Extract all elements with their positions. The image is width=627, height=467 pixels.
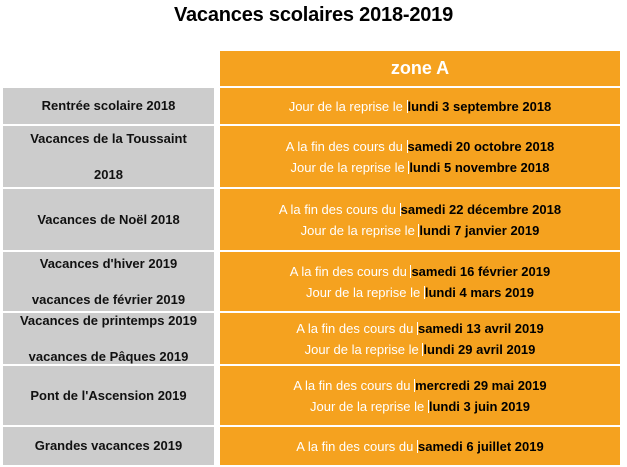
date-prefix: Jour de la reprise le [310,398,425,414]
period-label-line: vacances de Pâques 2019 [28,348,189,364]
table-row [3,364,620,425]
date-prefix: Jour de la reprise le [304,341,419,357]
period-label [3,86,214,124]
period-label-line: Vacances de printemps 2019 [19,312,198,328]
period-dates [220,250,620,311]
date-line [305,339,536,360]
page-title: Vacances scolaires 2018-2019 [173,4,454,26]
period-dates [220,187,620,250]
date-prefix: A la fin des cours du [289,263,407,279]
zone-header: zone A [220,51,620,86]
date-value: lundi 7 janvier 2019 [419,222,540,238]
date-prefix: A la fin des cours du [296,320,414,336]
period-label [3,364,214,425]
table-row [3,250,620,311]
date-line [289,96,552,117]
date-prefix: Jour de la reprise le [306,284,421,300]
date-value: lundi 3 juin 2019 [428,398,530,414]
period-label-line: Rentrée scolaire 2018 [41,98,176,113]
period-label-line: Pont de l'Ascension 2019 [30,387,187,403]
table-row [3,86,620,124]
date-value: samedi 22 décembre 2018 [400,201,562,217]
date-prefix: A la fin des cours du [296,438,414,454]
date-value: lundi 29 avril 2019 [423,341,536,357]
period-label-line: Vacances d'hiver 2019 [39,255,178,271]
period-dates [220,86,620,124]
period-label [3,311,214,364]
period-label-line: 2018 [94,166,123,182]
date-value: mercredi 29 mai 2019 [415,377,547,393]
date-value: lundi 4 mars 2019 [424,284,534,300]
period-dates [220,124,620,187]
date-prefix: Jour de la reprise le [290,159,405,175]
date-prefix: Jour de la reprise le [300,222,415,238]
table-row [3,425,620,465]
date-line [293,375,546,396]
date-prefix: A la fin des cours du [285,138,403,154]
period-dates [220,311,620,364]
table-row [3,311,620,364]
table-row [3,124,620,187]
date-line [296,318,543,339]
date-value: samedi 16 février 2019 [411,263,551,279]
date-prefix: A la fin des cours du [293,377,411,393]
date-line [306,282,534,303]
date-line [286,136,554,157]
period-label-line: Vacances de Noël 2018 [37,211,180,227]
period-label-line: vacances de février 2019 [31,291,186,307]
period-label [3,250,214,311]
date-prefix: A la fin des cours du [278,201,396,217]
date-value: samedi 20 octobre 2018 [407,138,555,154]
date-value: samedi 6 juillet 2019 [417,438,544,454]
period-label [3,187,214,250]
period-label [3,425,214,465]
table-row [3,187,620,250]
period-label-line: Vacances de la Toussaint [30,130,187,146]
date-line [291,157,550,178]
date-line [296,436,543,457]
date-prefix: Jour de la reprise le [288,98,403,114]
date-line [301,220,540,241]
period-label-line: Grandes vacances 2019 [34,438,183,453]
date-value: lundi 5 novembre 2018 [409,159,550,175]
period-dates [220,425,620,465]
date-value: samedi 13 avril 2019 [417,320,544,336]
period-dates [220,364,620,425]
period-label [3,124,214,187]
date-value: lundi 3 septembre 2018 [407,98,552,114]
date-line [279,199,561,220]
date-line [290,261,550,282]
date-line [310,396,530,417]
